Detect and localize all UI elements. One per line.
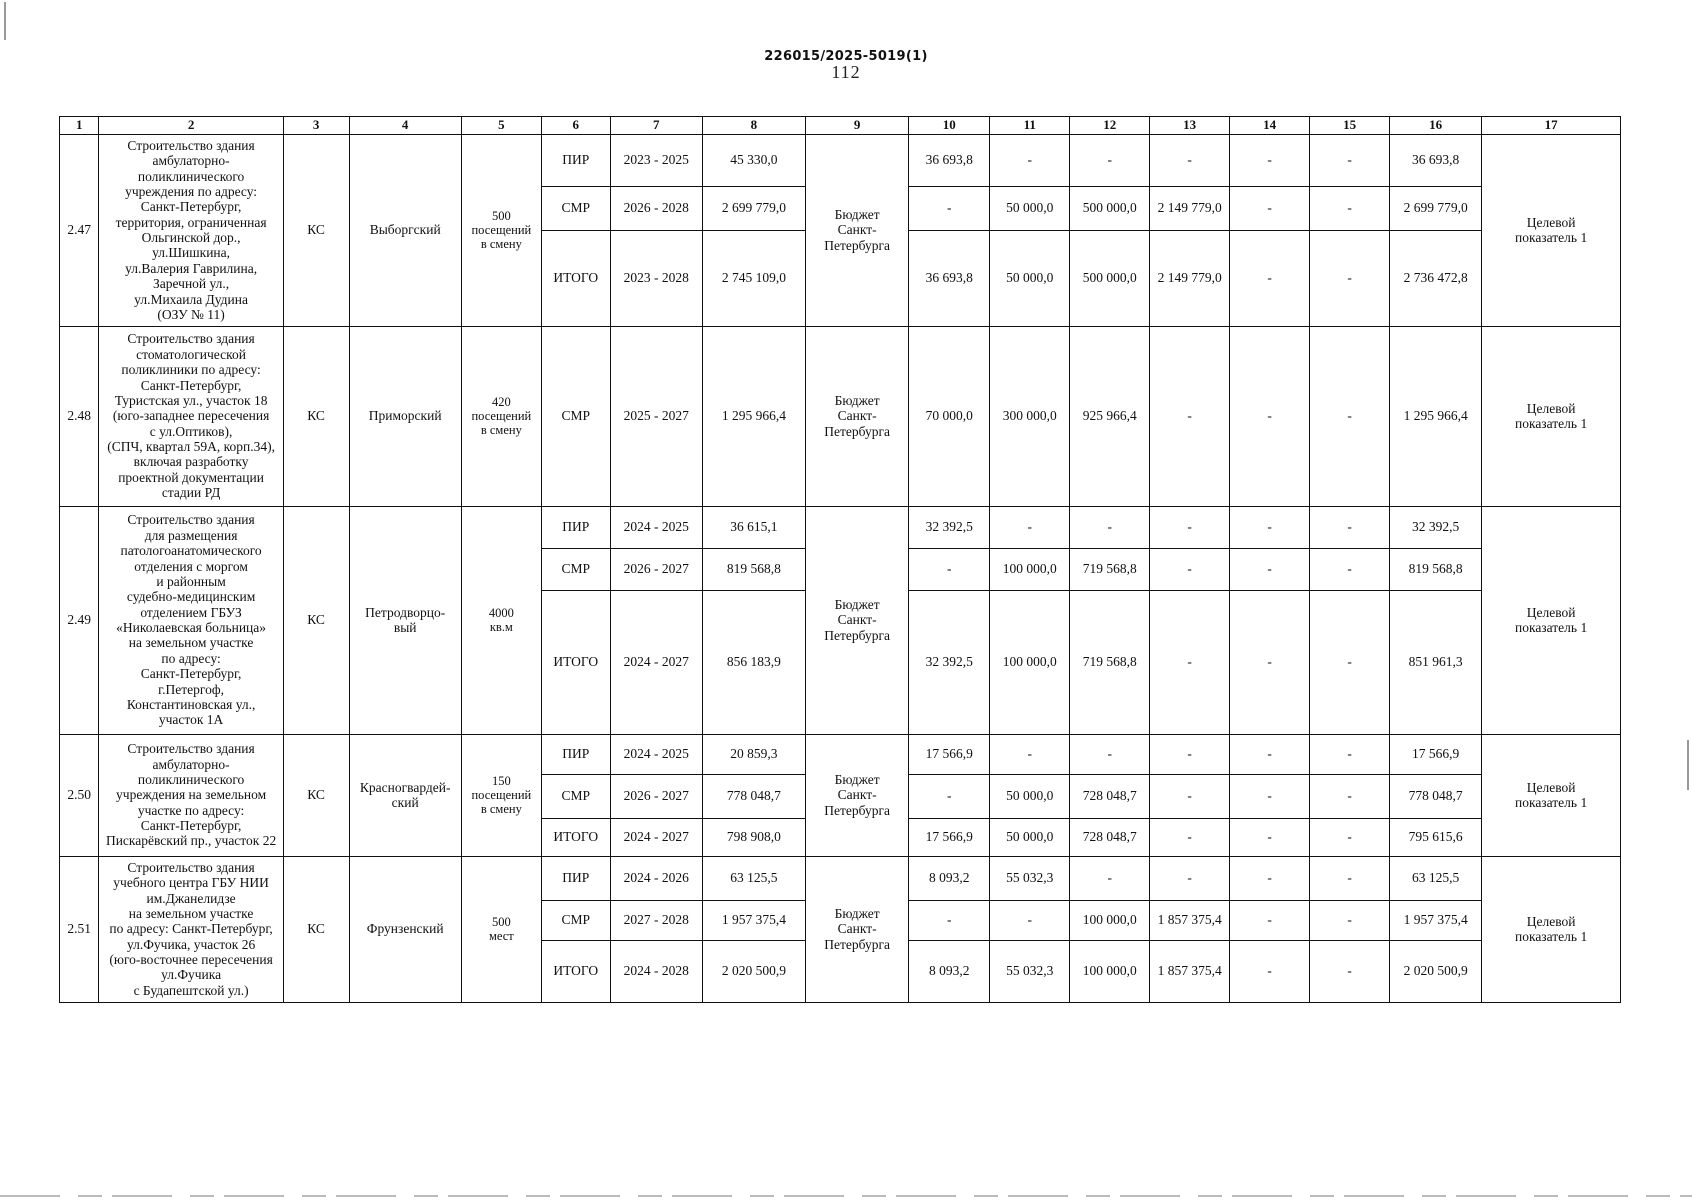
object-name: Строительство здания учебного центра ГБУ НИИ им.Джанелидзе на земельном участке по адресу: Санкт-Петербург, ул.Фучика, участок 26 (юго-восточнее пересечения ул.Фучика с Будапештской ул.) bbox=[99, 856, 283, 1002]
object-type: КС bbox=[283, 856, 349, 1002]
financing-c12: 728 048,7 bbox=[1070, 774, 1150, 818]
financing-c10: 17 566,9 bbox=[909, 734, 990, 774]
column-number-5: 5 bbox=[461, 117, 541, 135]
stage: ИТОГО bbox=[541, 230, 610, 326]
financing-c13: - bbox=[1150, 818, 1230, 856]
item-number: 2.50 bbox=[60, 734, 99, 856]
financing-c11: 50 000,0 bbox=[990, 774, 1070, 818]
financing-c15: - bbox=[1310, 134, 1390, 186]
stage: СМР bbox=[541, 326, 610, 506]
estimated-cost: 778 048,7 bbox=[702, 774, 805, 818]
period: 2025 - 2027 bbox=[610, 326, 702, 506]
object-type: КС bbox=[283, 326, 349, 506]
financing-c11: 100 000,0 bbox=[990, 548, 1070, 590]
estimated-cost: 856 183,9 bbox=[702, 590, 805, 734]
object-name: Строительство здания для размещения патологоанатомического отделения с моргом и районным судебно-медицинским отделением ГБУЗ «Николаевская больница» на земельном участке по адресу: Санкт-Петербург, г.Петергоф, Константиновская ул., участок 1А bbox=[99, 506, 283, 734]
column-number-1: 1 bbox=[60, 117, 99, 135]
financing-c12: 728 048,7 bbox=[1070, 818, 1150, 856]
financing-c10: 36 693,8 bbox=[909, 230, 990, 326]
column-number-9: 9 bbox=[806, 117, 909, 135]
table-row bbox=[60, 506, 1621, 548]
funding-source: Бюджет Санкт- Петербурга bbox=[806, 506, 909, 734]
financing-c12: - bbox=[1070, 856, 1150, 900]
object-type: КС bbox=[283, 506, 349, 734]
financing-c12: 500 000,0 bbox=[1070, 186, 1150, 230]
estimated-cost: 20 859,3 bbox=[702, 734, 805, 774]
stage: ПИР bbox=[541, 506, 610, 548]
financing-c15: - bbox=[1310, 506, 1390, 548]
financing-c14: - bbox=[1230, 818, 1310, 856]
column-number-12: 12 bbox=[1070, 117, 1150, 135]
column-number-13: 13 bbox=[1150, 117, 1230, 135]
period: 2024 - 2027 bbox=[610, 590, 702, 734]
financing-c13: - bbox=[1150, 548, 1230, 590]
financing-c10: - bbox=[909, 548, 990, 590]
period: 2024 - 2027 bbox=[610, 818, 702, 856]
financing-c16: 36 693,8 bbox=[1390, 134, 1482, 186]
column-number-3: 3 bbox=[283, 117, 349, 135]
financing-c13: 2 149 779,0 bbox=[1150, 186, 1230, 230]
object-type: КС bbox=[283, 134, 349, 326]
estimated-cost: 798 908,0 bbox=[702, 818, 805, 856]
estimated-cost: 1 295 966,4 bbox=[702, 326, 805, 506]
financing-c12: 719 568,8 bbox=[1070, 548, 1150, 590]
column-number-row bbox=[60, 117, 1621, 135]
financing-c15: - bbox=[1310, 548, 1390, 590]
financing-c13: - bbox=[1150, 134, 1230, 186]
capacity: 150 посещений в смену bbox=[461, 734, 541, 856]
stage: ИТОГО bbox=[541, 940, 610, 1002]
financing-c14: - bbox=[1230, 230, 1310, 326]
financing-c12: - bbox=[1070, 134, 1150, 186]
item-number: 2.49 bbox=[60, 506, 99, 734]
object-name: Строительство здания стоматологической поликлиники по адресу: Санкт-Петербург, Туристская ул., участок 18 (юго-западнее пересечения с ул.Оптиков), (СПЧ, квартал 59А, корп.34), включая разработку проектной документации стадии РД bbox=[99, 326, 283, 506]
period: 2027 - 2028 bbox=[610, 900, 702, 940]
district: Красногвардей- ский bbox=[349, 734, 461, 856]
estimated-cost: 45 330,0 bbox=[702, 134, 805, 186]
financing-c14: - bbox=[1230, 734, 1310, 774]
table-body bbox=[60, 134, 1621, 1002]
target-indicator: Целевой показатель 1 bbox=[1482, 326, 1621, 506]
estimated-cost: 819 568,8 bbox=[702, 548, 805, 590]
financing-c16: 851 961,3 bbox=[1390, 590, 1482, 734]
stage: СМР bbox=[541, 900, 610, 940]
financing-c16: 17 566,9 bbox=[1390, 734, 1482, 774]
financing-c14: - bbox=[1230, 186, 1310, 230]
column-number-4: 4 bbox=[349, 117, 461, 135]
object-name: Строительство здания амбулаторно- поликлинического учреждения по адресу: Санкт-Петербург, территория, ограниченная Ольгинской дор., ул.Шишкина, ул.Валерия Гаврилина, Заречной ул., ул.Михаила Дудина (ОЗУ № 11) bbox=[99, 134, 283, 326]
period: 2024 - 2025 bbox=[610, 506, 702, 548]
period: 2026 - 2028 bbox=[610, 186, 702, 230]
financing-c10: - bbox=[909, 774, 990, 818]
financing-c12: - bbox=[1070, 734, 1150, 774]
financing-c14: - bbox=[1230, 134, 1310, 186]
financing-c15: - bbox=[1310, 856, 1390, 900]
period: 2023 - 2025 bbox=[610, 134, 702, 186]
item-number: 2.48 bbox=[60, 326, 99, 506]
financing-c15: - bbox=[1310, 774, 1390, 818]
capacity: 420 посещений в смену bbox=[461, 326, 541, 506]
financing-c15: - bbox=[1310, 818, 1390, 856]
item-number: 2.51 bbox=[60, 856, 99, 1002]
funding-source: Бюджет Санкт- Петербурга bbox=[806, 134, 909, 326]
column-number-14: 14 bbox=[1230, 117, 1310, 135]
period: 2023 - 2028 bbox=[610, 230, 702, 326]
estimated-cost: 2 020 500,9 bbox=[702, 940, 805, 1002]
period: 2026 - 2027 bbox=[610, 548, 702, 590]
column-number-11: 11 bbox=[990, 117, 1070, 135]
object-name: Строительство здания амбулаторно- поликлинического учреждения на земельном участке по адресу: Санкт-Петербург, Пискарёвский пр., участок 22 bbox=[99, 734, 283, 856]
column-number-6: 6 bbox=[541, 117, 610, 135]
period: 2024 - 2025 bbox=[610, 734, 702, 774]
district: Приморский bbox=[349, 326, 461, 506]
financing-c12: 925 966,4 bbox=[1070, 326, 1150, 506]
period: 2026 - 2027 bbox=[610, 774, 702, 818]
capacity: 500 мест bbox=[461, 856, 541, 1002]
financing-c14: - bbox=[1230, 856, 1310, 900]
financing-c10: 32 392,5 bbox=[909, 590, 990, 734]
financing-c14: - bbox=[1230, 940, 1310, 1002]
district: Выборгский bbox=[349, 134, 461, 326]
stage: ПИР bbox=[541, 134, 610, 186]
financing-c11: - bbox=[990, 506, 1070, 548]
financing-c11: 55 032,3 bbox=[990, 940, 1070, 1002]
financing-c15: - bbox=[1310, 940, 1390, 1002]
financing-c13: - bbox=[1150, 774, 1230, 818]
target-indicator: Целевой показатель 1 bbox=[1482, 506, 1621, 734]
financing-c15: - bbox=[1310, 590, 1390, 734]
financing-c12: 500 000,0 bbox=[1070, 230, 1150, 326]
financing-c16: 32 392,5 bbox=[1390, 506, 1482, 548]
funding-source: Бюджет Санкт- Петербурга bbox=[806, 856, 909, 1002]
financing-c14: - bbox=[1230, 548, 1310, 590]
column-number-15: 15 bbox=[1310, 117, 1390, 135]
period: 2024 - 2026 bbox=[610, 856, 702, 900]
financing-c16: 2 699 779,0 bbox=[1390, 186, 1482, 230]
target-indicator: Целевой показатель 1 bbox=[1482, 856, 1621, 1002]
estimated-cost: 2 745 109,0 bbox=[702, 230, 805, 326]
financing-c10: 8 093,2 bbox=[909, 856, 990, 900]
item-number: 2.47 bbox=[60, 134, 99, 326]
financing-c11: 50 000,0 bbox=[990, 186, 1070, 230]
stage: ПИР bbox=[541, 734, 610, 774]
financing-c12: - bbox=[1070, 506, 1150, 548]
financing-c11: 50 000,0 bbox=[990, 818, 1070, 856]
investment-program-table bbox=[59, 116, 1621, 1003]
financing-c11: - bbox=[990, 134, 1070, 186]
table-row bbox=[60, 856, 1621, 900]
financing-c16: 1 295 966,4 bbox=[1390, 326, 1482, 506]
financing-c16: 778 048,7 bbox=[1390, 774, 1482, 818]
financing-c11: - bbox=[990, 734, 1070, 774]
financing-c11: 50 000,0 bbox=[990, 230, 1070, 326]
district: Фрунзенский bbox=[349, 856, 461, 1002]
financing-c16: 819 568,8 bbox=[1390, 548, 1482, 590]
financing-c13: - bbox=[1150, 506, 1230, 548]
financing-c10: 32 392,5 bbox=[909, 506, 990, 548]
financing-c11: - bbox=[990, 900, 1070, 940]
financing-c10: 70 000,0 bbox=[909, 326, 990, 506]
target-indicator: Целевой показатель 1 bbox=[1482, 134, 1621, 326]
financing-c12: 719 568,8 bbox=[1070, 590, 1150, 734]
object-type: КС bbox=[283, 734, 349, 856]
table-row bbox=[60, 134, 1621, 186]
column-number-7: 7 bbox=[610, 117, 702, 135]
financing-c10: - bbox=[909, 900, 990, 940]
financing-c15: - bbox=[1310, 326, 1390, 506]
financing-c10: 36 693,8 bbox=[909, 134, 990, 186]
period: 2024 - 2028 bbox=[610, 940, 702, 1002]
column-number-8: 8 bbox=[702, 117, 805, 135]
column-number-10: 10 bbox=[909, 117, 990, 135]
financing-c15: - bbox=[1310, 900, 1390, 940]
estimated-cost: 63 125,5 bbox=[702, 856, 805, 900]
financing-c11: 55 032,3 bbox=[990, 856, 1070, 900]
financing-c16: 63 125,5 bbox=[1390, 856, 1482, 900]
financing-c16: 2 736 472,8 bbox=[1390, 230, 1482, 326]
financing-c11: 100 000,0 bbox=[990, 590, 1070, 734]
financing-c10: - bbox=[909, 186, 990, 230]
financing-c15: - bbox=[1310, 734, 1390, 774]
estimated-cost: 36 615,1 bbox=[702, 506, 805, 548]
estimated-cost: 1 957 375,4 bbox=[702, 900, 805, 940]
table-row bbox=[60, 734, 1621, 774]
financing-c16: 795 615,6 bbox=[1390, 818, 1482, 856]
financing-c13: 2 149 779,0 bbox=[1150, 230, 1230, 326]
table-row bbox=[60, 326, 1621, 506]
financing-c12: 100 000,0 bbox=[1070, 900, 1150, 940]
financing-c14: - bbox=[1230, 326, 1310, 506]
financing-c13: 1 857 375,4 bbox=[1150, 900, 1230, 940]
funding-source: Бюджет Санкт- Петербурга bbox=[806, 326, 909, 506]
page-number: 112 bbox=[831, 62, 861, 82]
financing-c13: - bbox=[1150, 590, 1230, 734]
estimated-cost: 2 699 779,0 bbox=[702, 186, 805, 230]
financing-c11: 300 000,0 bbox=[990, 326, 1070, 506]
financing-c13: - bbox=[1150, 734, 1230, 774]
financing-c16: 1 957 375,4 bbox=[1390, 900, 1482, 940]
stage: ИТОГО bbox=[541, 590, 610, 734]
financing-c13: 1 857 375,4 bbox=[1150, 940, 1230, 1002]
target-indicator: Целевой показатель 1 bbox=[1482, 734, 1621, 856]
stage: ПИР bbox=[541, 856, 610, 900]
funding-source: Бюджет Санкт- Петербурга bbox=[806, 734, 909, 856]
stage: СМР bbox=[541, 186, 610, 230]
capacity: 500 посещений в смену bbox=[461, 134, 541, 326]
column-number-16: 16 bbox=[1390, 117, 1482, 135]
capacity: 4000 кв.м bbox=[461, 506, 541, 734]
financing-c10: 17 566,9 bbox=[909, 818, 990, 856]
stage: СМР bbox=[541, 774, 610, 818]
financing-c15: - bbox=[1310, 186, 1390, 230]
financing-c12: 100 000,0 bbox=[1070, 940, 1150, 1002]
financing-c14: - bbox=[1230, 590, 1310, 734]
financing-c16: 2 020 500,9 bbox=[1390, 940, 1482, 1002]
stage: СМР bbox=[541, 548, 610, 590]
financing-c13: - bbox=[1150, 856, 1230, 900]
district: Петродворцо- вый bbox=[349, 506, 461, 734]
financing-c10: 8 093,2 bbox=[909, 940, 990, 1002]
stage: ИТОГО bbox=[541, 818, 610, 856]
financing-c13: - bbox=[1150, 326, 1230, 506]
column-number-2: 2 bbox=[99, 117, 283, 135]
financing-c14: - bbox=[1230, 506, 1310, 548]
financing-c14: - bbox=[1230, 774, 1310, 818]
registration-stamp: 226015/2025-5019(1) bbox=[764, 49, 928, 64]
financing-c15: - bbox=[1310, 230, 1390, 326]
financing-c14: - bbox=[1230, 900, 1310, 940]
column-number-17: 17 bbox=[1482, 117, 1621, 135]
